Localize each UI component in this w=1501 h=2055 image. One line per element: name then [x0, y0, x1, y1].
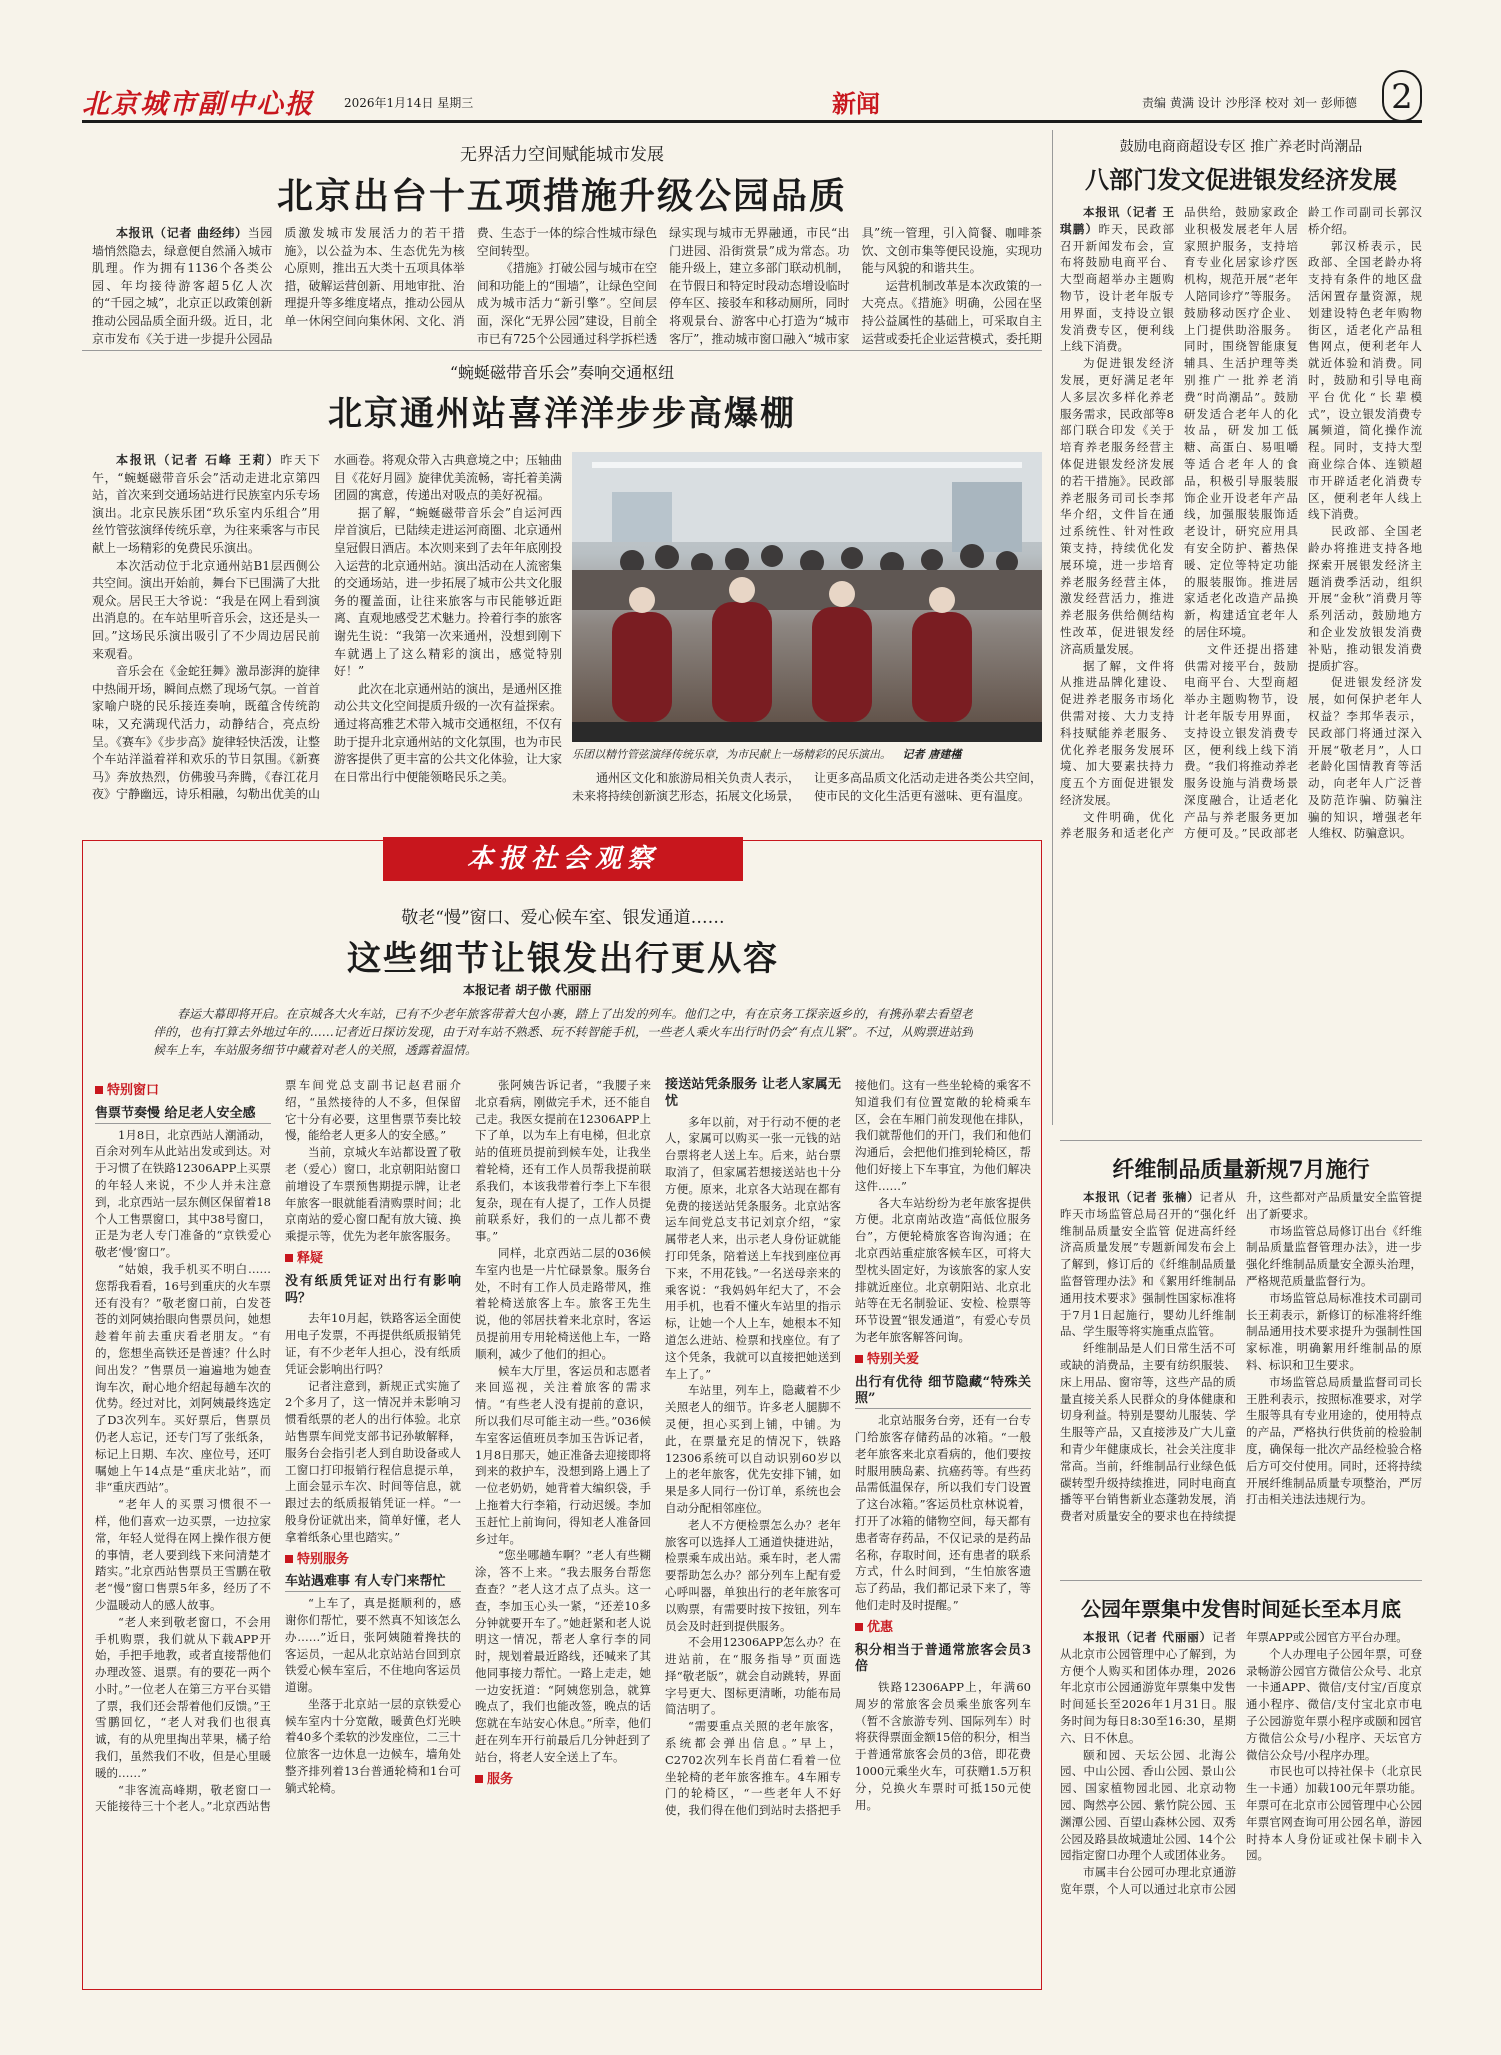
- section-tag: 服务: [487, 1771, 514, 1787]
- silver-headline: 八部门发文促进银发经济发展: [1085, 165, 1397, 194]
- park-headline: 北京出台十五项措施升级公园品质: [276, 175, 847, 217]
- fiber-story: [1060, 1145, 1422, 1575]
- section-station-help: 特别服务 车站遇难事 有人专门来帮忙 “上车了，真是挺顺利的，感谢你们帮忙，要不然真不知该怎么办……”近日，张阿姨随着搀扶的客运员，一起从北京站站台回到京铁爱心候车室后，不住地向客运员道谢。 坐落于北京站一层的京铁爱心候车室内十分宽敞，暖黄色灯光映着40多个柔软的沙发座位，二三十位旅客一边休息一边候车，墙角处整齐排列着13台普通轮椅和1台可躺式轮椅。 张阿姨告诉记者，“我腰子来北京看病，刚做完手术，还不能自己走。我医女提前在12306APP上下了单，以为车上有电梯，但北京站的值班员提前到候车处，让我坐着轮椅，还有工作人员帮我提前联系我们，本该我带着行李上下车很复杂，现在有人提了，工作人员提前联系好，我们的一点儿都不费事。” 同样，北京西站二层的036候车室内也是一片忙碌景象。服务台处，不时有工作人员走路带风，推着轮椅送旅客上车。旅客王先生说，他的邻居扶着来北京时，客运员提前用专用轮椅送他上车，一路顺利，减少了他们的担心。 候车大厅里，客运员和志愿者来回巡视，关注着旅客的需求情。“有些老人没有提前的意识，所以我们尽可能主动一些。”036候车室客运值班员李加玉告诉记者，1月8日那天，她正准备去迎接即将到来的救护车，没想到路上遇上了一位老奶奶，她背着大编织袋，手上拖着大行李箱，行动迟缓。李加玉赶忙上前询问，得知老人准备回乡过年。 “您坐哪趟车啊？”老人有些糊涂，答不上来。“我去服务台帮您查查？”老人这才点了点头。这一查，李加玉心头一紧，“还差10多分钟就要开车了。”她赶紧和老人说明这一情况，帮老人拿行李的同时，规划着最近路线，还喊来了其他同事接力帮忙。一路上走走，她一边安抚道：“阿姨您别急，就算晚点了，我们也能改签，晚点的话您就在车站安心休息。”所幸，他们赶在列车开行前最后几分钟赶到了站台，将老人安全送上了车。: [285, 1078, 651, 1795]
- section-special-care: 特别关爱 出行有优待 细节隐藏“特殊关照” 北京站服务台旁，还有一台专门给旅客存储药品的冰箱。“一般老年旅客来北京看病的，他们要按时服用胰岛素、抗癌药等。有些药品需低温保存，所以我们专门设置了这台冰箱。”客运员杜京林说着，打开了冰箱的储物空间，每天都有患者寄存药品，不仅记录的是药品名称，存取时间，还有患者的联系方式，什么时间到，“生怕旅客遗忘了药品，我们都记录下来了，等他们走时及时提醒。”: [855, 1351, 1031, 1612]
- park-byline: 本报讯（记者 曲经纬）: [116, 226, 248, 240]
- concert-story: [82, 352, 1042, 827]
- section-tag: 释疑: [297, 1250, 324, 1266]
- access-body: [95, 1077, 1031, 1982]
- section-invoice-faq: 释疑 没有纸质凭证对出行有影响吗？ 去年10月起，铁路客运全面使用电子发票，不再提供纸质报销凭证，有不少老年人担心，没有纸质凭证会影响出行吗？ 记者注意到，新规正式实施了2个多月了，这一情况并未影响习惯看纸票的老人的出行体验。北京站售票车间党支部书记孙敏解释，服务台会指引老人到自助设备或人工窗口打印报销行程信息提示单，上面会显示车次、时间等信息，就跟过去的纸质报销凭证一样。“一般身份证就出来，简单好懂，老人拿着纸条心里也踏实。”: [285, 1250, 461, 1544]
- access-intro: 春运大幕即将开启。在京城各大火车站，已有不少老年旅客带着大包小裹，踏上了出发的列车。他们之中，有在京务工探亲返乡的，有携孙辈去看望老伴的，也有打算去外地过年的……记者近日探访发现，由于对车站不熟悉、玩不转智能手机，一些老人乘火车出行时仍会“有点儿紧”。不过，从购票进站到候车上车，车站服务细节中藏着对老人的关照，透露着温情。: [153, 1007, 973, 1057]
- masthead: [82, 77, 1422, 120]
- section-name: 新闻: [832, 90, 880, 118]
- masthead-rule: [82, 120, 1422, 123]
- concert-photo-credit: 记者 唐建槿: [902, 748, 962, 761]
- parkcard-body: 本报讯（记者 代丽丽）记者从北京市公园管理中心了解到，为方便个人购买和团体办理，2026年北京市公园通游览年票集中发售时间延长至2026年1月31日。服务时间为每日8:30至16:30，星期六、日不休息。 颐和园、天坛公园、北海公园、中山公园、香山公园、景山公园、国家植物园北园、北京动物园、陶然亭公园、紫竹院公园、玉渊潭公园、百望山森林公园、双秀公园及路县故城遗址公园、14个公园指定窗口办理个人或团体业务。 市属丰台公园可办理北京通游览年票，个人可以通过北京市公园年票APP或公园官方平台办理。 个人办理电子公园年票，可登录畅游公园官方微信公众号、北京一卡通APP、微信/支付宝/百度京通小程序、微信/支付宝北京市电子公园游览年票小程序或颐和园官方微信公众号/小程序、天坛官方微信公众号/小程序办理。 市民也可以持社保卡（北京民生一卡通）加载100元年票功能。年票可在北京市公园管理中心公园年票官网查询可用公园名单，游园时持本人身份证或社保卡刷卡入园。: [1060, 1630, 1422, 1896]
- concert-headline: 北京通州站喜洋洋步步高爆棚: [328, 394, 796, 434]
- observe-banner: 本报社会观察: [383, 837, 743, 881]
- access-byline: 本报记者 胡子傲 代丽丽: [463, 983, 592, 997]
- section-ticket-window: 特别窗口 售票节奏慢 给足老人安全感 1月8日，北京西站人潮涌动，百余对列车从此站出发或到达。对于习惯了在铁路12306APP上买票的年轻人来说，不少人并未注意到，北京西站一层东侧区保留着18个人工售票窗口，其中38号窗口，正是为老人专门准备的“京铁爱心敬老‘慢’窗口”。 “姑娘，我手机买不明白……您帮我看看，16号到重庆的火车票还有没有？”敬老窗口前，白发苍苍的刘阿姨抬眼向售票员问，她想趁着年前去重庆看老朋友。“有的，您想坐高铁还是普速？什么时间出发？”售票员一遍遍地为她查询车次，耐心地介绍起每趟车次的优势。经过对比，刘阿姨最终选定了D3次列车。买好票后，售票员仍老人忘记，还专门写了张纸条，标记上日期、车次、座位号，还叮嘱她上午14点是“重庆北站”，而非“重庆西站”。 “老年人的买票习惯很不一样，他们喜欢一边买票，一边拉家常，年轻人觉得在网上操作很方便的事情，老人要到线下来问清楚才踏实。”北京西站售票员王雪鹏在敬老“慢”窗口售票5年多，经历了不少温暖动人的感人故事。 “老人来到敬老窗口，不会用手机购票，我们就从下载APP开始，手把手地教，或者直接帮他们办理改签、退票。有的要花一两个小时。”一位老人在第三方平台买错了票，我们还会帮着他们反馈。”王雪鹏回忆，“老人对我们也很真诚，有的从兜里掏出苹果，橘子给我们，虽然我们不收，但是心里暖暖的……” “非客流高峰期，敬老窗口一天能接待三十个老人。”北京西站售票车间党总支副书记赵君丽介绍，“虽然接待的人不多，但保留它十分有必要，这里售票节奏比较慢，能给老人更多人的安全感。” 当前，京城火车站都设置了敬老（爱心）窗口，北京朝阳站窗口前增设了车票预售期提示牌，让老年旅客一眼就能看清购票时间；北京南站的爱心窗口配有放大镜、换乘提示等，优先为老年旅客服务。: [95, 1078, 461, 1814]
- section-tag: 优惠: [867, 1619, 894, 1635]
- issue-date: 2026年1月14日 星期三: [344, 96, 474, 110]
- park-kicker: 无界活力空间赋能城市发展: [460, 145, 664, 165]
- section-title: 接送站凭条服务 让老人家属无忧: [665, 1077, 841, 1109]
- parkcard-headline: 公园年票集中发售时间延长至本月底: [1081, 1597, 1401, 1621]
- editor-credits: 责编 黄满 设计 沙彤泽 校对 刘一 彭师德: [1142, 96, 1357, 110]
- section-title: 车站遇难事 有人专门来帮忙: [285, 1574, 461, 1592]
- parkcard-story: [1060, 1585, 1422, 1990]
- access-kicker: 敬老“慢”窗口、爱心候车室、银发通道……: [401, 908, 725, 928]
- parkcard-byline: 本报讯（记者 代丽丽）: [1083, 1630, 1213, 1644]
- access-headline: 这些细节让银发出行更从容: [347, 939, 779, 979]
- concert-kicker: “蜿蜒磁带音乐会”奏响交通枢纽: [449, 363, 675, 382]
- section-title: 售票节奏慢 给足老人安全感: [95, 1106, 271, 1124]
- section-tag: 特别服务: [297, 1551, 350, 1567]
- fiber-body: 本报讯（记者 张楠）记者从昨天市场监管总局召开的“强化纤维制品质量安全监管 促进高纤经济高质量发展”专题新闻发布会上了解到，修订后的《纤维制品质量监督管理办法》和《絮用纤维制品通用技术要求》强制性国家标准将于7月1日起施行，婴幼儿纤维制品、学生服等将实施重点监管。 纤维制品是人们日常生活不可或缺的消费品，主要有纺织服装、床上用品、窗帘等，这些产品的质量直接关系人民群众的身体健康和切身利益。特别是婴幼儿服装、学生服等产品，又直接涉及广大儿童和青少年健康成长，社会关注度非常高。当前，纤维制品行业绿色低碳转型升级持续推进，同时电商直播等平台销售新业态蓬勃发展，消费者对质量安全的要求也在持续提升，这些都对产品质量安全监管提出了新要求。 市场监管总局修订出台《纤维制品质量监督管理办法》，进一步强化纤维制品质量安全源头治理，严格规范质量监督行为。 市场监管总局标准技术司副司长王莉表示，新修订的标准将纤维制品通用技术要求提升为强制性国家标准，明确絮用纤维制品的原料、标识和卫生要求。 市场监管总局质量监督司司长王胜利表示，按照标准要求，对学生服等具有专业用途的，使用特点的产品，严格执行供货前的检验制度，确保每一批次产品经检验合格后方可交付使用。同时，还将持续开展纤维制品质量专项整治，严厉打击相关违法违规行为。: [1060, 1190, 1422, 1524]
- section-tag: 特别窗口: [107, 1083, 160, 1098]
- section-title: 没有纸质凭证对出行有影响吗？: [285, 1273, 461, 1306]
- concert-byline: 本报讯（记者 石峰 王莉）: [116, 453, 281, 467]
- observe-feature: [82, 840, 1042, 1990]
- park-body: 本报讯（记者 曲经纬）当园墙悄然隐去，绿意便自然涌入城市肌理。作为拥有1136个各类公园、年均接待游客超5亿人次的“千园之城”，北京正以政策创新推动公园品质全面升级。近日，北京市发布《关于进一步提升公园品质激发城市发展活力的若干措施》，以公益为本、生态优先为核心原则，推出五大类十五项具体举措，破解运营创新、用地审批、治理提升等多维度堵点，推动公园从单一休闲空间向集休闲、文化、消费、生态于一体的综合性城市绿色空间转型。 《措施》打破公园与城市在空间和功能上的“围墙”，让绿色空间成为城市活力“新引擎”。空间层面，深化“无界公园”建设，目前全市已有725个公园通过科学拆栏透绿实现与城市无界融通，市民“出门进园、沿街赏景”成为常态。功能升级上，建立多部门联动机制，在节假日和特定时段动态增设临时停车区、接驳车和移动厕所，同时将观景台、游客中心打造为“城市客厅”，推动城市窗口融入“城市家具”统一管理，引入简餐、咖啡茶饮、文创市集等便民设施，实现功能与风貌的和谐共生。 运营机制改革是本次政策的一大亮点。《措施》明确，公园在坚持公益属性的基础上，可采取自主运营或委托企业运营模式，委托期: [92, 226, 1042, 346]
- section-escort-slip: 服务 接送站凭条服务 让老人家属无忧 多年以前，对于行动不便的老人，家属可以购买一张一元钱的站台票将老人送上车。后来，站台票取消了，但家属若想接送站也十分方便。原来，北京各大站现在都有免费的接送站凭条服务。北京站客运车间党总支书记刘京介绍，“家属带老人来，出示老人身份证就能打印凭条，陪着送上车找到座位再下来，不用花钱。”一名送母亲来的乘客说：“我妈妈年纪大了，不会用手机，也看不懂火车站里的指示标，让她一个人上车，她根本不知道怎么进站、检票和找座位。有了这个凭条，我就可以直接把她送到车上了。” 车站里，列车上，隐藏着不少关照老人的细节。许多老人腿脚不灵便，担心买到上铺，中铺。为此，在票量充足的情况下，铁路12306系统可以自动识别60岁以上的老年旅客，优先安排下铺，如果是多人同行一份订单，系统也会自动分配相邻座位。 老人不方便检票怎么办？老年旅客可以选择人工通道快捷进站，检票乘车成出站。乘车时，老人需要帮助怎么办？部分列车上配有爱心呼叫器，单独出行的老年旅客可以购票，有需要时按下按钮，列车员会及时赶到提供服务。 不会用12306APP怎么办？在进站前，在“服务指导”页面选择“敬老版”，就会自动跳转，界面字号更大、图标更清晰，功能布局简洁明了。 “需要重点关照的老年旅客，系统都会弹出信息。”早上，C2702次列车长肖苗仁看着一位坐轮椅的老年旅客推车。4车厢专门的轮椅区，“一些老年人不好使，我们得在他们到站时去搭把手接他们。这有一些坐轮椅的乘客不知道我们有位置宽敞的轮椅乘车区，会在车厢门前发现他在排队，我们就帮他们的开门，我们和他们沟通后，会把他们推到轮椅区，帮他们好接上下车事宜，为他们解决这件……” 各大车站纷纷为老年旅客提供方便。北京南站改造“高低位服务台”，方便轮椅旅客咨询沟通；在北京西站重症旅客候车区，可将大型枕头固定好，为该旅客的家人安排就近座位。北京朝阳站、北京北站等在无名制验证、安检、检票等环节设置“银发通道”，有爱心专员为老年旅客解答问询。: [475, 1077, 1031, 1819]
- page-number: 2: [1382, 70, 1422, 122]
- concert-body: 本报讯（记者 石峰 王莉）昨天下午，“蜿蜒磁带音乐会”活动走进北京第四站，首次来到交通场站进行民族室内乐专场演出。北京民族乐团“玖乐室内乐组合”用丝竹管弦演绎传统乐章，为往来乘客与市民献上一场精彩的免费民乐演出。 本次活动位于北京通州站B1层西侧公共空间。演出开始前，舞台下已围满了大批观众。居民王大爷说：“我是在网上看到演出消息的。在车站里听音乐会，这还是头一回。”这场民乐演出吸引了不少周边居民前来观看。 音乐会在《金蛇狂舞》激昂澎湃的旋律中热闹开场，瞬间点燃了现场气氛。一首首家喻户晓的民乐接连奏响，既蕴含传统韵味，又充满现代活力，动静结合，亮点纷呈。《赛车》《步步高》旋律轻快活泼，让整个车站洋溢着祥和欢乐的节日氛围。《新赛马》奔放热烈，仿佛骏马奔腾，《春江花月夜》宁静幽远，诗乐相融，勾勒出优美的山水画卷。将观众带入古典意境之中；压轴曲目《花好月圆》旋律优美流畅，寄托着美满团圆的寓意，传递出对吸点的美好祝福。 据了解，“蜿蜒磁带音乐会”自运河西岸首演后，已陆续走进运河商圈、北京通州皇冠假日酒店。本次则来到了去年年底刚投入运营的北京通州站。演出活动在人流密集的交通场站，进一步拓展了城市公共文化服务的覆盖面，让往来旅客与市民能够近距离、直观地感受艺术魅力。拎着行李的旅客谢先生说：“我第一次来通州，没想到刚下车就遇上了这么精彩的演出，感觉特别好！” 此次在北京通州站的演出，是通州区推动公共文化空间提质升级的一次有益探索。通过将高雅艺术带入城市交通枢纽，不仅有助于提升北京通州站的文化氛围，也为市民游客提供了更丰富的公共文化体验，让大家在日常出行中便能领略民乐之美。: [92, 453, 562, 802]
- concert-photo: [572, 452, 1042, 742]
- silver-byline: 本报讯（记者 王琪鹏）: [1060, 205, 1174, 236]
- concert-body-tail: 通州区文化和旅游局相关负责人表示，未来将持续创新演艺形态，拓展文化场景，让更多高品质文化活动走进各类公共空间，使市民的文化生活更有滋味、更有温度。: [572, 771, 1042, 803]
- concert-photo-illustration: [572, 452, 1042, 742]
- section-points-discount: 优惠 积分相当于普通常旅客会员3倍 铁路12306APP上，年满60周岁的常旅客会员乘坐旅客列车（暂不含旅游专列、国际列车）时将获得票面金额15倍的积分，相当于普通常旅客会员的3倍，即花费1000元乘坐火车，可获赠1.5万积分，兑换火车票时可抵150元使用。: [855, 1619, 1031, 1812]
- park-story: [82, 130, 1042, 350]
- newspaper-logo: 北京城市副中心报: [82, 89, 314, 120]
- silver-kicker: 鼓励电商商超设专区 推广养老时尚潮品: [1119, 139, 1363, 155]
- fiber-byline: 本报讯（记者 张楠）: [1083, 1190, 1200, 1204]
- section-title: 出行有优待 细节隐藏“特殊关照”: [855, 1375, 1031, 1410]
- section-title: 积分相当于普通常旅客会员3倍: [855, 1642, 1031, 1675]
- section-tag: 特别关爱: [867, 1351, 920, 1367]
- silver-story: [1060, 130, 1422, 1135]
- concert-photo-caption: 乐团以精竹管弦演绎传统乐章，为市民献上一场精彩的民乐演出。 记者 唐建槿: [572, 748, 962, 761]
- fiber-headline: 纤维制品质量新规7月施行: [1112, 1157, 1370, 1183]
- silver-body: 本报讯（记者 王琪鹏）昨天，民政部召开新闻发布会，宣布将鼓励电商平台、大型商超举办主题购物节，设计老年版专用界面，支持设立银发消费专区，便利线上线下消费。 为促进银发经济发展，更好满足老年人多层次多样化养老服务需求，民政部等8部门联合印发《关于培育养老服务经营主体促进银发经济发展的若干措施》。民政部养老服务司司长李邦华介绍，文件旨在通过系统性、针对性政策支持，持续优化发展环境，进一步培育养老服务经营主体，激发经营活力，推进养老服务供给侧结构性改革，促进银发经济高质量发展。 据了解，文件将从推进品牌化建设、促进养老服务市场化供需对接、大力支持科技赋能养老服务、优化养老服务发展环境、加大要素扶持力度五个方面促进银发经济发展。 文件明确，优化养老服务和适老化产品供给，鼓励家政企业积极发展老年人居家照护服务，支持培育专业化居家诊疗医机构，规范开展“老年人陪同诊疗”等服务。鼓励移动医疗企业、上门提供助浴服务。同时，围绕智能康复辅具、生活护理等类别推广一批养老消费“时尚潮品”。鼓励研发适合老年人的化妆品，研发加工低糖、高蛋白、易咀嚼等适合老年人的食品，积极引导服装服饰企业开设老年产品线，加强服装服饰适老设计，研究应用具有安全防护、蓄热保暖、定位等特定功能的服装服饰。推进居家适老化改造产品换新，构建适宜老年人的居住环境。 文件还提出搭建供需对接平台，鼓励电商平台、大型商超举办主题购物节，设计老年版专用界面，支持设立银发消费专区，便利线上线下消费。“我们将推动养老服务设施与消费场景深度融合，让适老化产品与养老服务更加方便可及。”民政部老龄工作司副司长郭汉桥介绍。 郭汉桥表示，民政部、全国老龄办将支持有条件的地区盘活闲置存量资源，规划建设特色老年购物街区，适老化产品租售网点，便利老年人就近体验和消费。同时，鼓励和引导电商平台优化“长辈模式”，设立银发消费专属频道，简化操作流程。同时，支持大型商业综合体、连锁超市开辟适老化消费专区，便利老年人线上线下消费。 民政部、全国老龄办将推进支持各地探索开展银发经济主题消费季活动，组织开展“金秋”消费月等系列活动，鼓励地方和企业发放银发消费补贴，推动银发消费提质扩容。 促进银发经济发展，如何保护老年人权益？李邦华表示，民政部门将通过深入开展“敬老月”，人口老龄化国情教育等活动，向老年人广泛普及防范诈骗、防骗注骗的知识，增强老年人维权、防骗意识。: [1060, 205, 1422, 841]
